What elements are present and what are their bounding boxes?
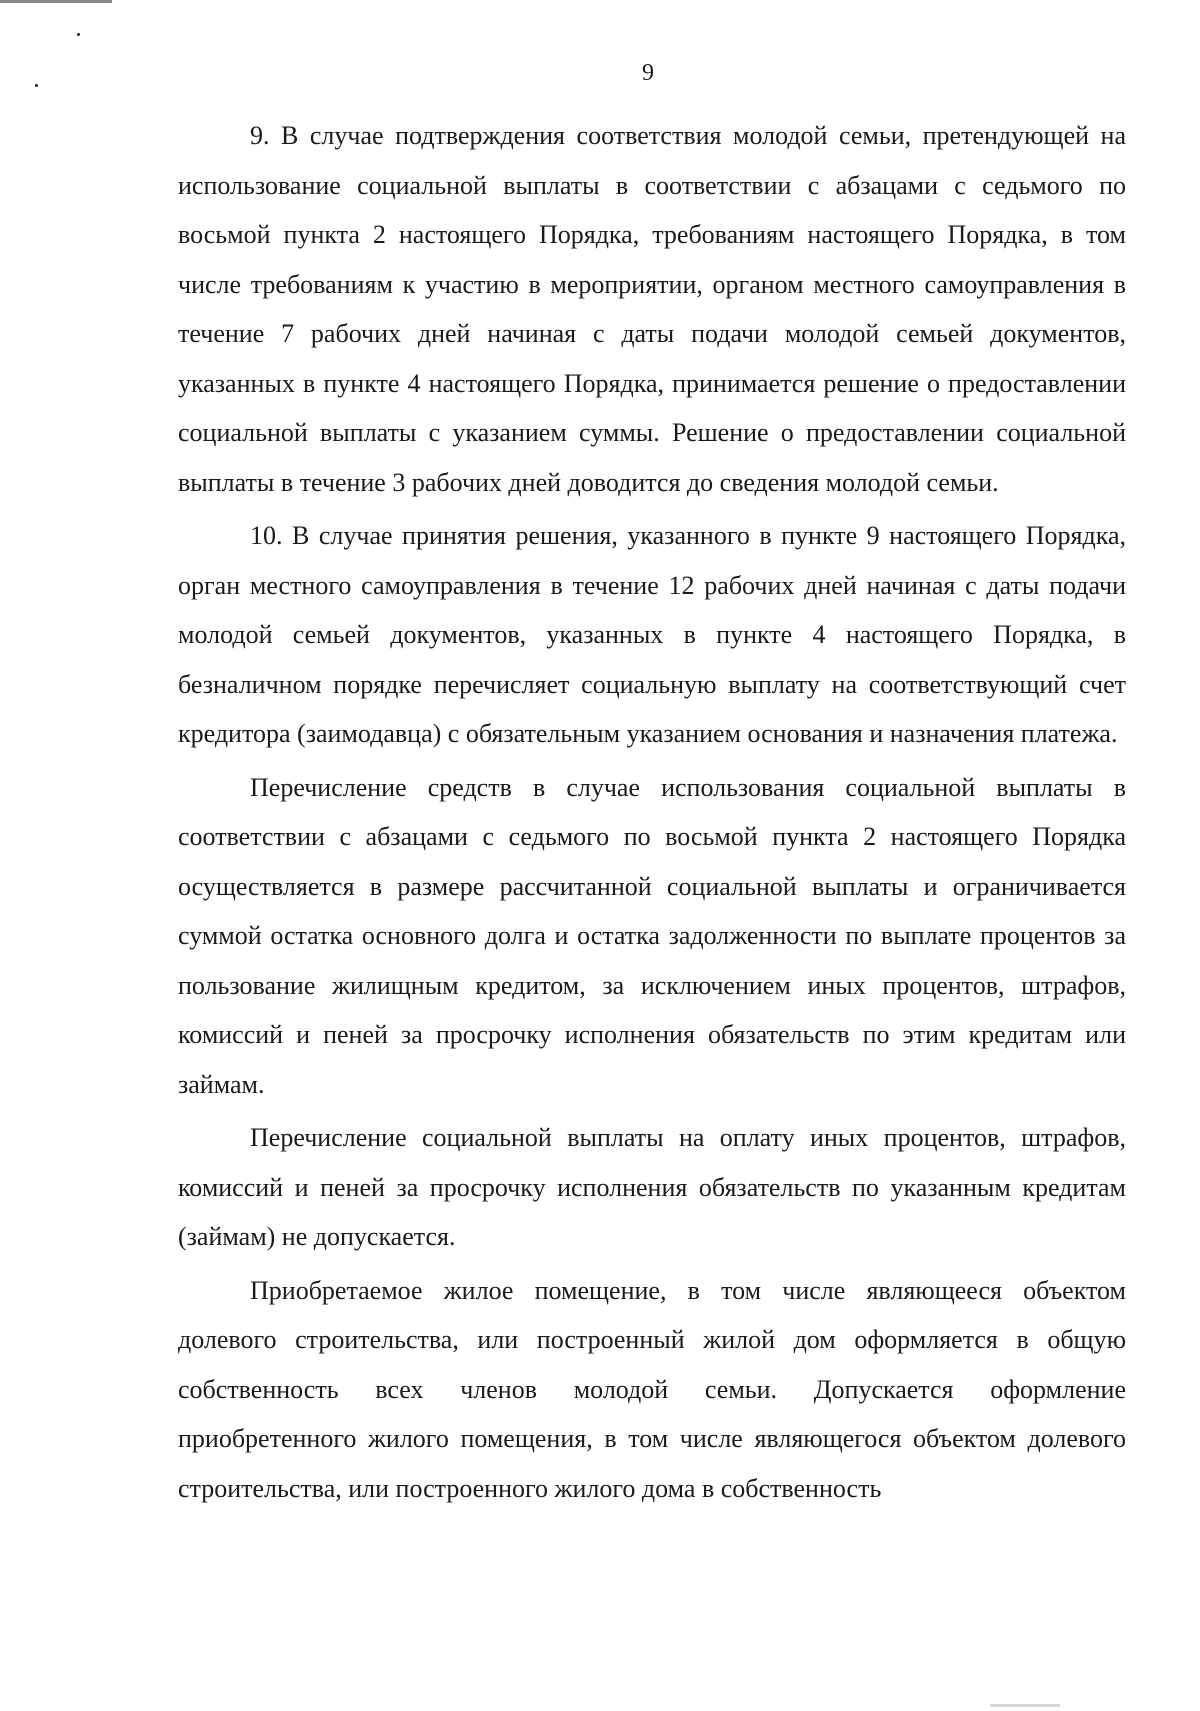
paragraph-ownership: Приобретаемое жилое помещение, в том числе являющееся объектом долевого строительства, или построенный жилой дом оформляется в общую собственность всех членов молодой семьи. Допускается оформление приобретенного жилого помещения, в том числе являющегося объектом долевого строительства, или построенного жилого дома в собственность [178,1275,1126,1503]
page-number: 9 [642,60,654,86]
paragraph-item-9: 9. В случае подтверждения соответствия молодой семьи, претендующей на использование социальной выплаты в соответствии с абзацами с седьмого по восьмой пункта 2 настоящего Порядка, требованиям настоящего Порядка, в том числе требованиям к участию в мероприятии, органом местного самоуправления в течение 7 рабочих дней начиная с даты подачи молодой семьей документов, указанных в пункте 4 настоящего Порядка, принимается решение о предоставлении социальной выплаты с указанием суммы. Решение о предоставлении социальной выплаты в течение 3 рабочих дней доводится до сведения молодой семьи. [178,121,1126,497]
scan-speck [77,33,80,36]
scan-edge-mark [0,0,112,3]
paragraph-item-10: 10. В случае принятия решения, указанного в пункте 9 настоящего Порядка, орган местного самоуправления в течение 12 рабочих дней начиная с даты подачи молодой семьей документов, указанных в пункте 4 настоящего Порядка, в безналичном порядке перечисляет социальную выплату на соответствующий счет кредитора (заимодавца) с обязательным указанием основания и назначения платежа. [178,521,1126,748]
paragraph-transfer-of-funds: Перечисление средств в случае использования социальной выплаты в соответствии с абзацами с седьмого по восьмой пункта 2 настоящего Порядка осуществляется в размере рассчитанной социальной выплаты и ограничивается суммой остатка основного долга и остатка задолженности по выплате процентов за пользование жилищным кредитом, за исключением иных процентов, штрафов, комиссий и пеней за просрочку исполнения обязательств по этим кредитам или займам. [178,772,1126,1099]
paragraph-transfer-restriction: Перечисление социальной выплаты на оплату иных процентов, штрафов, комиссий и пеней за просрочку исполнения обязательств по указанным кредитам (займам) не допускается. [178,1123,1126,1251]
scan-bottom-mark [990,1704,1060,1707]
document-body [178,111,1126,1517]
